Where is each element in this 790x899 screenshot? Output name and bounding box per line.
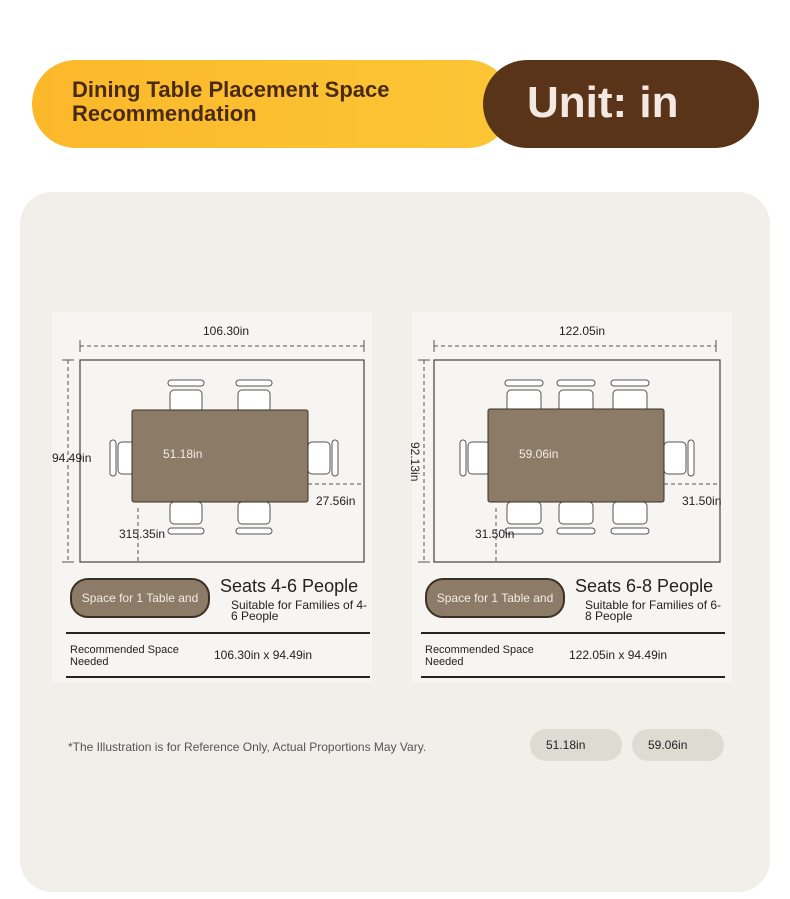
chair xyxy=(557,380,595,412)
layout-card-4-6 xyxy=(52,312,372,682)
height-label: 92.13in xyxy=(408,442,422,482)
chair xyxy=(236,502,272,534)
page-title: Dining Table Placement Space Recommendation xyxy=(72,77,390,126)
chair xyxy=(236,380,272,412)
unit-label: Unit: in xyxy=(527,78,679,127)
bottom-clearance-label: 315.35in xyxy=(119,527,166,541)
title-banner xyxy=(32,60,512,148)
chip-table-4-6: 51.18in xyxy=(530,729,622,761)
chair xyxy=(611,380,649,412)
recommendation-row xyxy=(66,632,370,678)
chair xyxy=(168,502,204,534)
seats-subtitle: Suitable for Families of 6-8 People xyxy=(585,598,722,623)
space-pill: Space for 1 Table and xyxy=(425,578,565,618)
chair xyxy=(557,502,595,534)
chair xyxy=(505,380,543,412)
chair xyxy=(664,440,694,476)
rec-value: 106.30in x 94.49in xyxy=(214,648,313,662)
seats-title: Seats 4-6 People xyxy=(220,576,359,596)
space-pill: Space for 1 Table and xyxy=(70,578,210,618)
diagram-panel xyxy=(20,192,770,892)
floor-plan-6-8 xyxy=(412,312,732,572)
chair xyxy=(308,440,338,476)
rec-label: Recommended Space Needed xyxy=(425,644,534,668)
side-clearance-label: 27.56in xyxy=(316,494,356,508)
rec-value: 122.05in x 94.49in xyxy=(569,648,668,662)
chip-table-6-8: 59.06in xyxy=(632,729,724,761)
dining-table xyxy=(132,410,308,502)
rec-label: Recommended Space Needed xyxy=(70,644,179,668)
seats-title: Seats 6-8 People xyxy=(575,576,714,596)
floor-plan-4-6 xyxy=(52,312,372,572)
height-label: 94.49in xyxy=(52,451,92,465)
unit-badge xyxy=(483,60,759,148)
footnote: *The Illustration is for Reference Only, Actual Proportions May Vary. xyxy=(68,740,427,754)
seats-subtitle: Suitable for Families of 4-6 People xyxy=(231,598,368,623)
chair xyxy=(611,502,649,534)
chair xyxy=(168,380,204,412)
table-length-label: 59.06in xyxy=(519,447,559,461)
side-clearance-label: 31.50in xyxy=(682,494,722,508)
width-label: 106.30in xyxy=(203,324,250,338)
bottom-clearance-label: 31.50in xyxy=(475,527,515,541)
recommendation-row xyxy=(421,632,725,678)
table-length-label: 51.18in xyxy=(163,447,203,461)
width-label: 122.05in xyxy=(559,324,606,338)
layout-card-6-8 xyxy=(408,312,732,682)
dining-table xyxy=(488,409,664,502)
chair xyxy=(460,440,490,476)
